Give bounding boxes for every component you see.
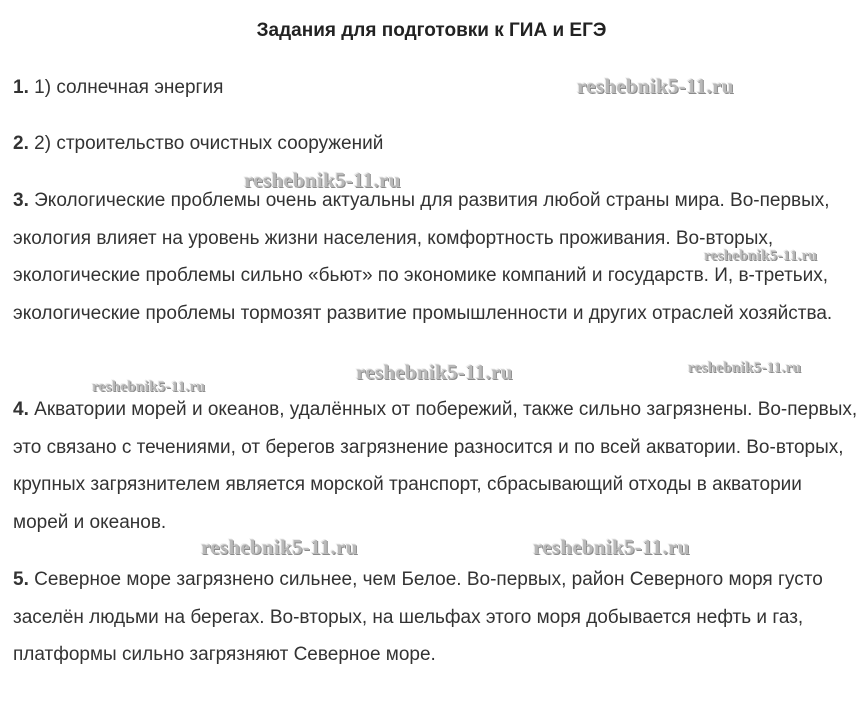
page-title: Задания для подготовки к ГИА и ЕГЭ: [256, 20, 607, 41]
answer-text: Северное море загрязнено сильнее, чем Белое. Во-первых, район Северного моря густо заселён людьми на берегах. Во-вторых, на шельфах этого моря добывается нефть и газ, платформы сильно загрязняют Северное море.: [13, 569, 823, 665]
answer-number: 2.: [13, 133, 29, 154]
answer-number: 5.: [13, 569, 29, 590]
watermark: reshebnik5-11.ru: [688, 360, 802, 376]
answer-text: 2) строительство очистных сооружений: [34, 133, 384, 154]
watermark: reshebnik5-11.ru: [533, 535, 690, 559]
answer-4: [13, 391, 858, 541]
watermark: reshebnik5-11.ru: [577, 74, 734, 98]
answer-1: [13, 69, 858, 107]
watermark: reshebnik5-11.ru: [201, 535, 358, 559]
answer-text: Акватории морей и океанов, удалённых от побережий, также сильно загрязнены. Во-первых, это связано с течениями, от берегов загрязнение разносится и по всей акватории. Во-вторых, крупных загрязнителем является морской транспорт, сбрасывающий отходы в акватории морей и океанов.: [13, 399, 858, 533]
watermark: reshebnik5-11.ru: [244, 168, 401, 192]
answer-text: Экологические проблемы очень актуальны для развития любой страны мира. Во-первых, экология влияет на уровень жизни населения, комфортность проживания. Во-вторых, экологические проблемы сильно «бьют» по экономике компаний и государств. И, в-третьих, экологические проблемы тормозят развитие промышленности и других отраслей хозяйства.: [13, 190, 833, 324]
answer-2: [13, 125, 858, 163]
answer-5: [13, 561, 858, 674]
answer-number: 4.: [13, 399, 29, 420]
answer-number: 3.: [13, 190, 29, 211]
watermark: reshebnik5-11.ru: [704, 248, 818, 264]
watermark: reshebnik5-11.ru: [356, 360, 513, 384]
watermark: reshebnik5-11.ru: [92, 379, 206, 395]
answer-3: [13, 182, 858, 332]
answer-text: 1) солнечная энергия: [34, 77, 224, 98]
answer-number: 1.: [13, 77, 29, 98]
